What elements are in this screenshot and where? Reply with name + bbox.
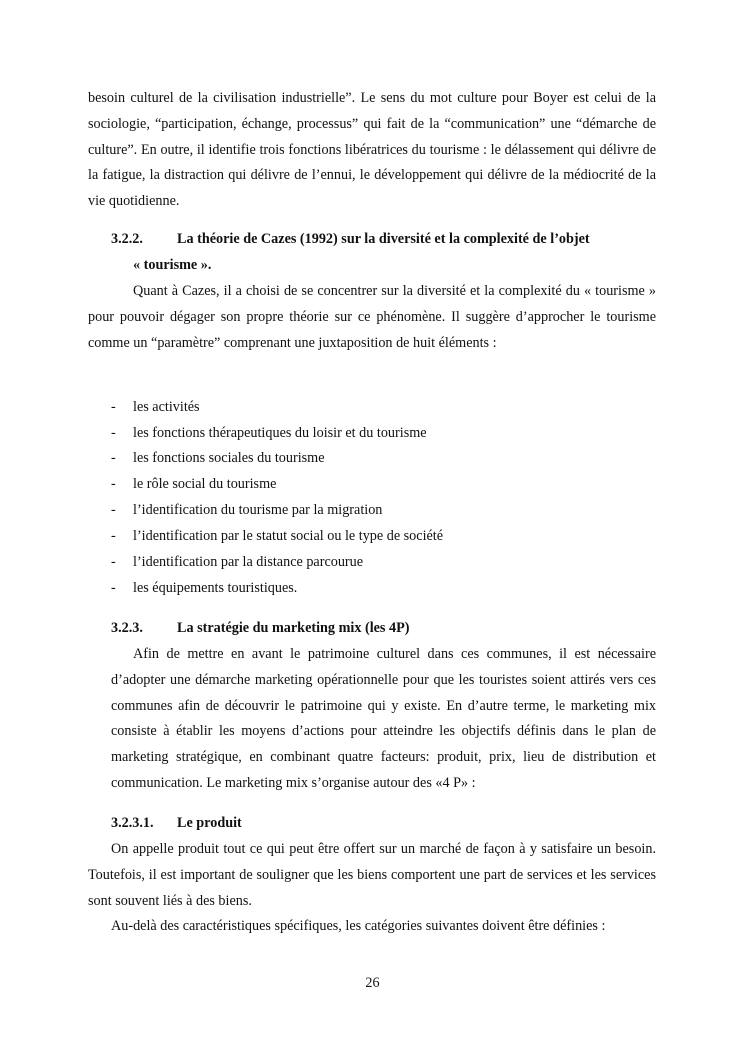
produit-paragraph: On appelle produit tout ce qui peut être offert sur un marché de façon à y satisfaire un besoin. Toutefois, il est important de souligner que les biens comportent une part de services et les services sont souvent liés à des biens.	[88, 841, 656, 909]
cazes-paragraph: Quant à Cazes, il a choisi de se concentrer sur la diversité et la complexité du « tourisme » pour pouvoir dégager son propre théorie sur ce phénomène. Il suggère d’approcher le tourisme comme un “paramètre” comprenant une juxtaposition de huit éléments :	[88, 283, 656, 351]
list-dash: -	[111, 554, 116, 570]
list-dash: -	[111, 450, 116, 466]
list-item-text: le rôle social du tourisme	[133, 476, 277, 492]
section-number: 3.2.2.	[111, 231, 143, 247]
list-dash: -	[111, 425, 116, 441]
list-dash: -	[111, 580, 116, 596]
section-title-line-1: La théorie de Cazes (1992) sur la diversité et la complexité de l’objet	[177, 231, 590, 247]
page-number: 26	[365, 975, 380, 991]
list-dash: -	[111, 502, 116, 518]
section-number: 3.2.3.1.	[111, 815, 154, 831]
section-title-line-2: « tourisme ».	[133, 257, 212, 273]
list-item-text: les activités	[133, 399, 200, 415]
section-heading-3-2-3-1	[0, 811, 745, 837]
intro-paragraph: besoin culturel de la civilisation industrielle”. Le sens du mot culture pour Boyer est celui de la sociologie, “participation, échange, processus” qui fait de la “communication” une “démarche de culture”. En outre, il identifie trois fonctions libératrices du tourisme : le délassement qui délivre de la fatigue, la distraction qui délivre de l’ennui, le développement qui délivre de la médiocrité de la vie quotidienne.	[88, 90, 656, 210]
categories-paragraph: Au-delà des caractéristiques spécifiques, les catégories suivantes doivent être définies :	[111, 918, 606, 934]
section-title: Le produit	[177, 815, 242, 831]
list-item-text: les fonctions thérapeutiques du loisir et du tourisme	[133, 425, 427, 441]
list-dash: -	[111, 399, 116, 415]
section-title: La stratégie du marketing mix (les 4P)	[177, 620, 410, 636]
list-item-text: les équipements touristiques.	[133, 580, 298, 596]
list-item-text: l’identification par la distance parcourue	[133, 554, 364, 570]
list-dash: -	[111, 528, 116, 544]
section-heading-3-2-3	[0, 616, 745, 642]
section-number: 3.2.3.	[111, 620, 143, 636]
marketing-paragraph: Afin de mettre en avant le patrimoine culturel dans ces communes, il est nécessaire d’adopter une démarche marketing opérationnelle pour que les touristes soient attirés vers ces communes afin de découvrir le patrimoine qui y existe. En d’autre terme, le marketing mix consiste à établir les moyens d’actions pour atteindre les objectifs définis dans le plan de marketing stratégique, en combinant quatre facteurs: produit, prix, lieu de distribution et communication. Le marketing mix s’organise autour des «4 P» :	[111, 646, 656, 791]
list-dash: -	[111, 476, 116, 492]
section-heading-3-2-2	[0, 227, 745, 279]
list-item-text: l’identification du tourisme par la migration	[133, 502, 383, 518]
list-item-text: l’identification par le statut social ou le type de société	[133, 528, 444, 544]
list-item-text: les fonctions sociales du tourisme	[133, 450, 325, 466]
